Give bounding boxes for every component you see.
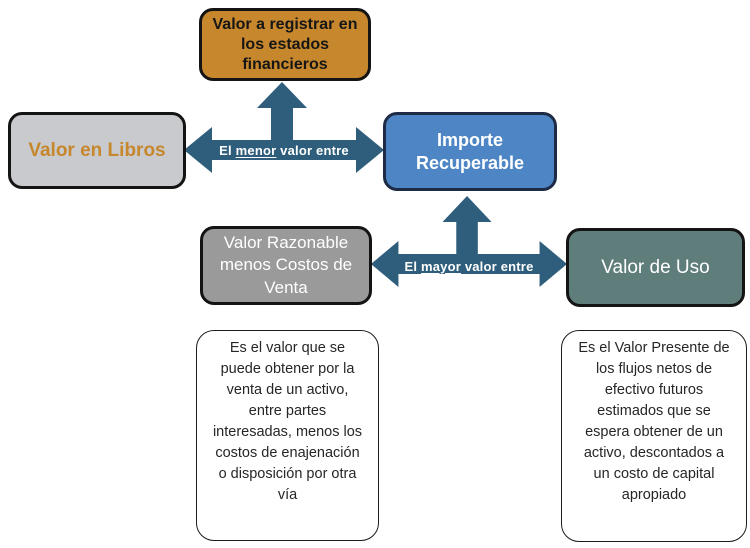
mayor-label-suffix: valor entre	[461, 258, 534, 274]
menor-connector-label	[184, 140, 384, 160]
valor-razonable-box	[200, 226, 372, 305]
menor-label-suffix: valor entre	[276, 142, 349, 158]
valor-razonable-description: Es el valor que se puede obtener por la venta de un activo, entre partes interesadas, menos los costos de enajenación o disposición por otra vía	[212, 340, 363, 504]
mayor-connector-label	[371, 256, 567, 276]
valor-de-uso-description-box	[561, 330, 747, 542]
mayor-label-emphasis: mayor	[420, 258, 462, 274]
valor-de-uso-description: Es el Valor Presente de los flujos netos de efectivo futuros estimados que se espera obtener de un activo, descontados a un costo de capital apropiado	[578, 340, 730, 504]
importe-recuperable-label: Importe Recuperable	[415, 130, 525, 173]
valor-razonable-label: Valor Razonable menos Costos de Venta	[219, 233, 353, 297]
mayor-label-prefix: El	[404, 258, 421, 274]
valor-en-libros-label: Valor en Libros	[28, 139, 166, 161]
valor-a-registrar-box	[199, 8, 371, 81]
valor-razonable-description-box	[196, 330, 379, 541]
menor-label-emphasis: menor	[235, 142, 277, 158]
menor-label-prefix: El	[219, 142, 236, 158]
valor-de-uso-label: Valor de Uso	[601, 256, 710, 278]
valor-a-registrar-label: Valor a registrar en los estados financieros	[212, 15, 358, 73]
menor-connector	[184, 82, 384, 182]
mayor-connector	[371, 196, 567, 296]
valor-en-libros-box	[8, 112, 186, 189]
valor-de-uso-box	[566, 228, 745, 307]
importe-recuperable-box	[383, 112, 557, 191]
